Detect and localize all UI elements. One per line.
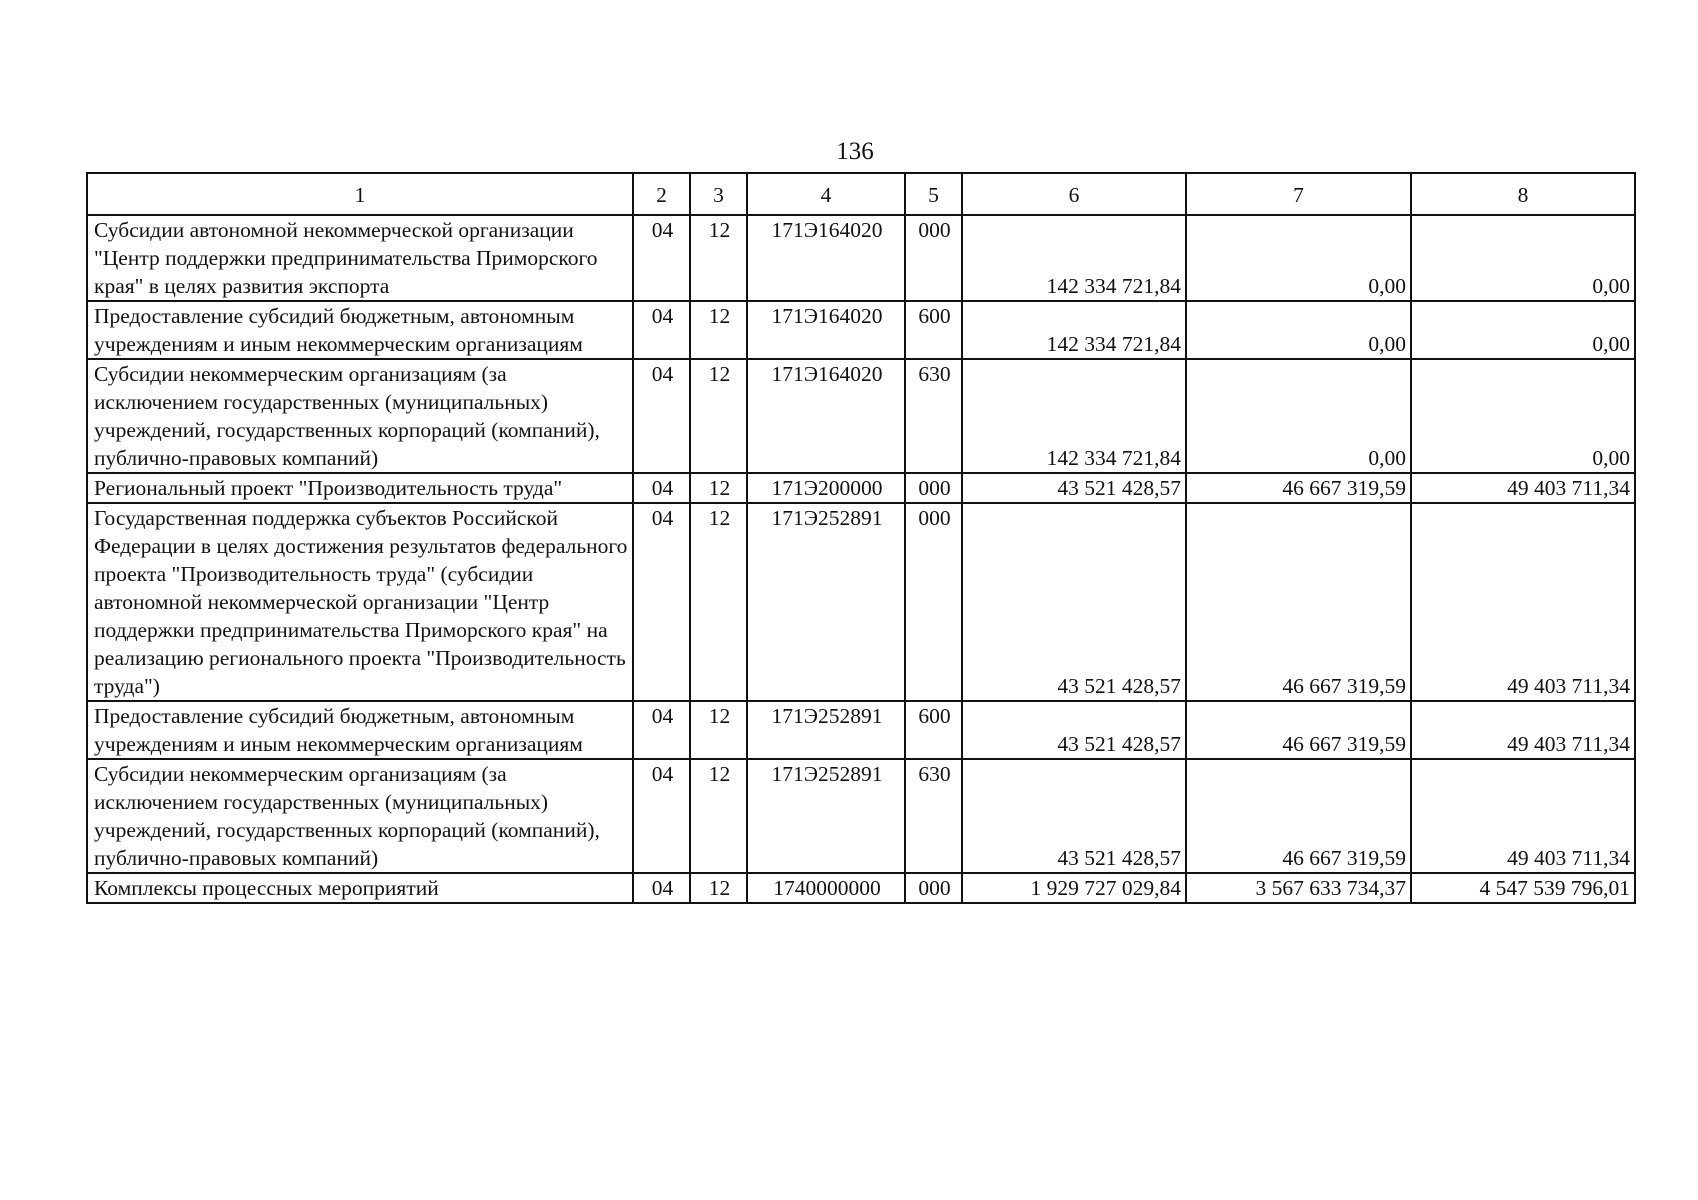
- amount-col-6: 142 334 721,84: [962, 301, 1186, 359]
- amount-col-7: 46 667 319,59: [1186, 503, 1411, 701]
- expense-type-code: 630: [905, 759, 962, 873]
- column-header: 2: [633, 173, 690, 215]
- table-row: [87, 301, 1635, 359]
- row-name: Предоставление субсидий бюджетным, автономным учреждениям и иным некоммерческим организациям: [87, 301, 633, 359]
- target-article-code: 171Э252891: [747, 503, 905, 701]
- budget-table: [86, 172, 1636, 904]
- amount-col-8: 0,00: [1411, 301, 1635, 359]
- expense-type-code: 000: [905, 873, 962, 903]
- table-row: [87, 215, 1635, 301]
- expense-type-code: 000: [905, 503, 962, 701]
- amount-col-8: 49 403 711,34: [1411, 473, 1635, 503]
- amount-col-7: 0,00: [1186, 359, 1411, 473]
- expense-type-code: 000: [905, 215, 962, 301]
- table-row: [87, 359, 1635, 473]
- amount-col-6: 43 521 428,57: [962, 503, 1186, 701]
- subsection-code: 12: [690, 473, 747, 503]
- table-header-row: [87, 173, 1635, 215]
- column-header: 8: [1411, 173, 1635, 215]
- amount-col-8: 49 403 711,34: [1411, 503, 1635, 701]
- row-name: Субсидии автономной некоммерческой организации "Центр поддержки предпринимательства Приморского края" в целях развития экспорта: [87, 215, 633, 301]
- amount-col-8: 0,00: [1411, 215, 1635, 301]
- expense-type-code: 000: [905, 473, 962, 503]
- subsection-code: 12: [690, 873, 747, 903]
- subsection-code: 12: [690, 359, 747, 473]
- amount-col-6: 43 521 428,57: [962, 473, 1186, 503]
- amount-col-7: 46 667 319,59: [1186, 701, 1411, 759]
- amount-col-6: 142 334 721,84: [962, 215, 1186, 301]
- row-name: Государственная поддержка субъектов Российской Федерации в целях достижения результатов федерального проекта "Производительность труда" (субсидии автономной некоммерческой организации "Центр поддержки предпринимательства Приморского края" на реализацию регионального проекта "Производительность труда"): [87, 503, 633, 701]
- column-header: 5: [905, 173, 962, 215]
- subsection-code: 12: [690, 503, 747, 701]
- amount-col-7: 46 667 319,59: [1186, 473, 1411, 503]
- section-code: 04: [633, 215, 690, 301]
- table-row: [87, 473, 1635, 503]
- row-name: Субсидии некоммерческим организациям (за исключением государственных (муниципальных) учреждений, государственных корпораций (компаний), публично-правовых компаний): [87, 759, 633, 873]
- amount-col-6: 1 929 727 029,84: [962, 873, 1186, 903]
- amount-col-6: 142 334 721,84: [962, 359, 1186, 473]
- section-code: 04: [633, 701, 690, 759]
- table-row: [87, 873, 1635, 903]
- target-article-code: 1740000000: [747, 873, 905, 903]
- subsection-code: 12: [690, 759, 747, 873]
- section-code: 04: [633, 359, 690, 473]
- column-header: 4: [747, 173, 905, 215]
- subsection-code: 12: [690, 301, 747, 359]
- column-header: 6: [962, 173, 1186, 215]
- table-row: [87, 701, 1635, 759]
- amount-col-6: 43 521 428,57: [962, 701, 1186, 759]
- section-code: 04: [633, 759, 690, 873]
- amount-col-6: 43 521 428,57: [962, 759, 1186, 873]
- target-article-code: 171Э164020: [747, 301, 905, 359]
- section-code: 04: [633, 473, 690, 503]
- subsection-code: 12: [690, 701, 747, 759]
- amount-col-7: 0,00: [1186, 215, 1411, 301]
- amount-col-7: 46 667 319,59: [1186, 759, 1411, 873]
- expense-type-code: 630: [905, 359, 962, 473]
- row-name: Предоставление субсидий бюджетным, автономным учреждениям и иным некоммерческим организациям: [87, 701, 633, 759]
- table-row: [87, 759, 1635, 873]
- page-number: 136: [836, 138, 874, 165]
- row-name: Региональный проект "Производительность труда": [87, 473, 633, 503]
- section-code: 04: [633, 503, 690, 701]
- row-name: Комплексы процессных мероприятий: [87, 873, 633, 903]
- column-header: 7: [1186, 173, 1411, 215]
- amount-col-8: 0,00: [1411, 359, 1635, 473]
- target-article-code: 171Э200000: [747, 473, 905, 503]
- amount-col-8: 49 403 711,34: [1411, 759, 1635, 873]
- amount-col-7: 0,00: [1186, 301, 1411, 359]
- target-article-code: 171Э252891: [747, 701, 905, 759]
- expense-type-code: 600: [905, 301, 962, 359]
- amount-col-8: 49 403 711,34: [1411, 701, 1635, 759]
- expense-type-code: 600: [905, 701, 962, 759]
- target-article-code: 171Э164020: [747, 359, 905, 473]
- column-header: 1: [87, 173, 633, 215]
- table-row: [87, 503, 1635, 701]
- row-name: Субсидии некоммерческим организациям (за исключением государственных (муниципальных) учреждений, государственных корпораций (компаний), публично-правовых компаний): [87, 359, 633, 473]
- amount-col-7: 3 567 633 734,37: [1186, 873, 1411, 903]
- subsection-code: 12: [690, 215, 747, 301]
- section-code: 04: [633, 873, 690, 903]
- section-code: 04: [633, 301, 690, 359]
- target-article-code: 171Э252891: [747, 759, 905, 873]
- column-header: 3: [690, 173, 747, 215]
- amount-col-8: 4 547 539 796,01: [1411, 873, 1635, 903]
- target-article-code: 171Э164020: [747, 215, 905, 301]
